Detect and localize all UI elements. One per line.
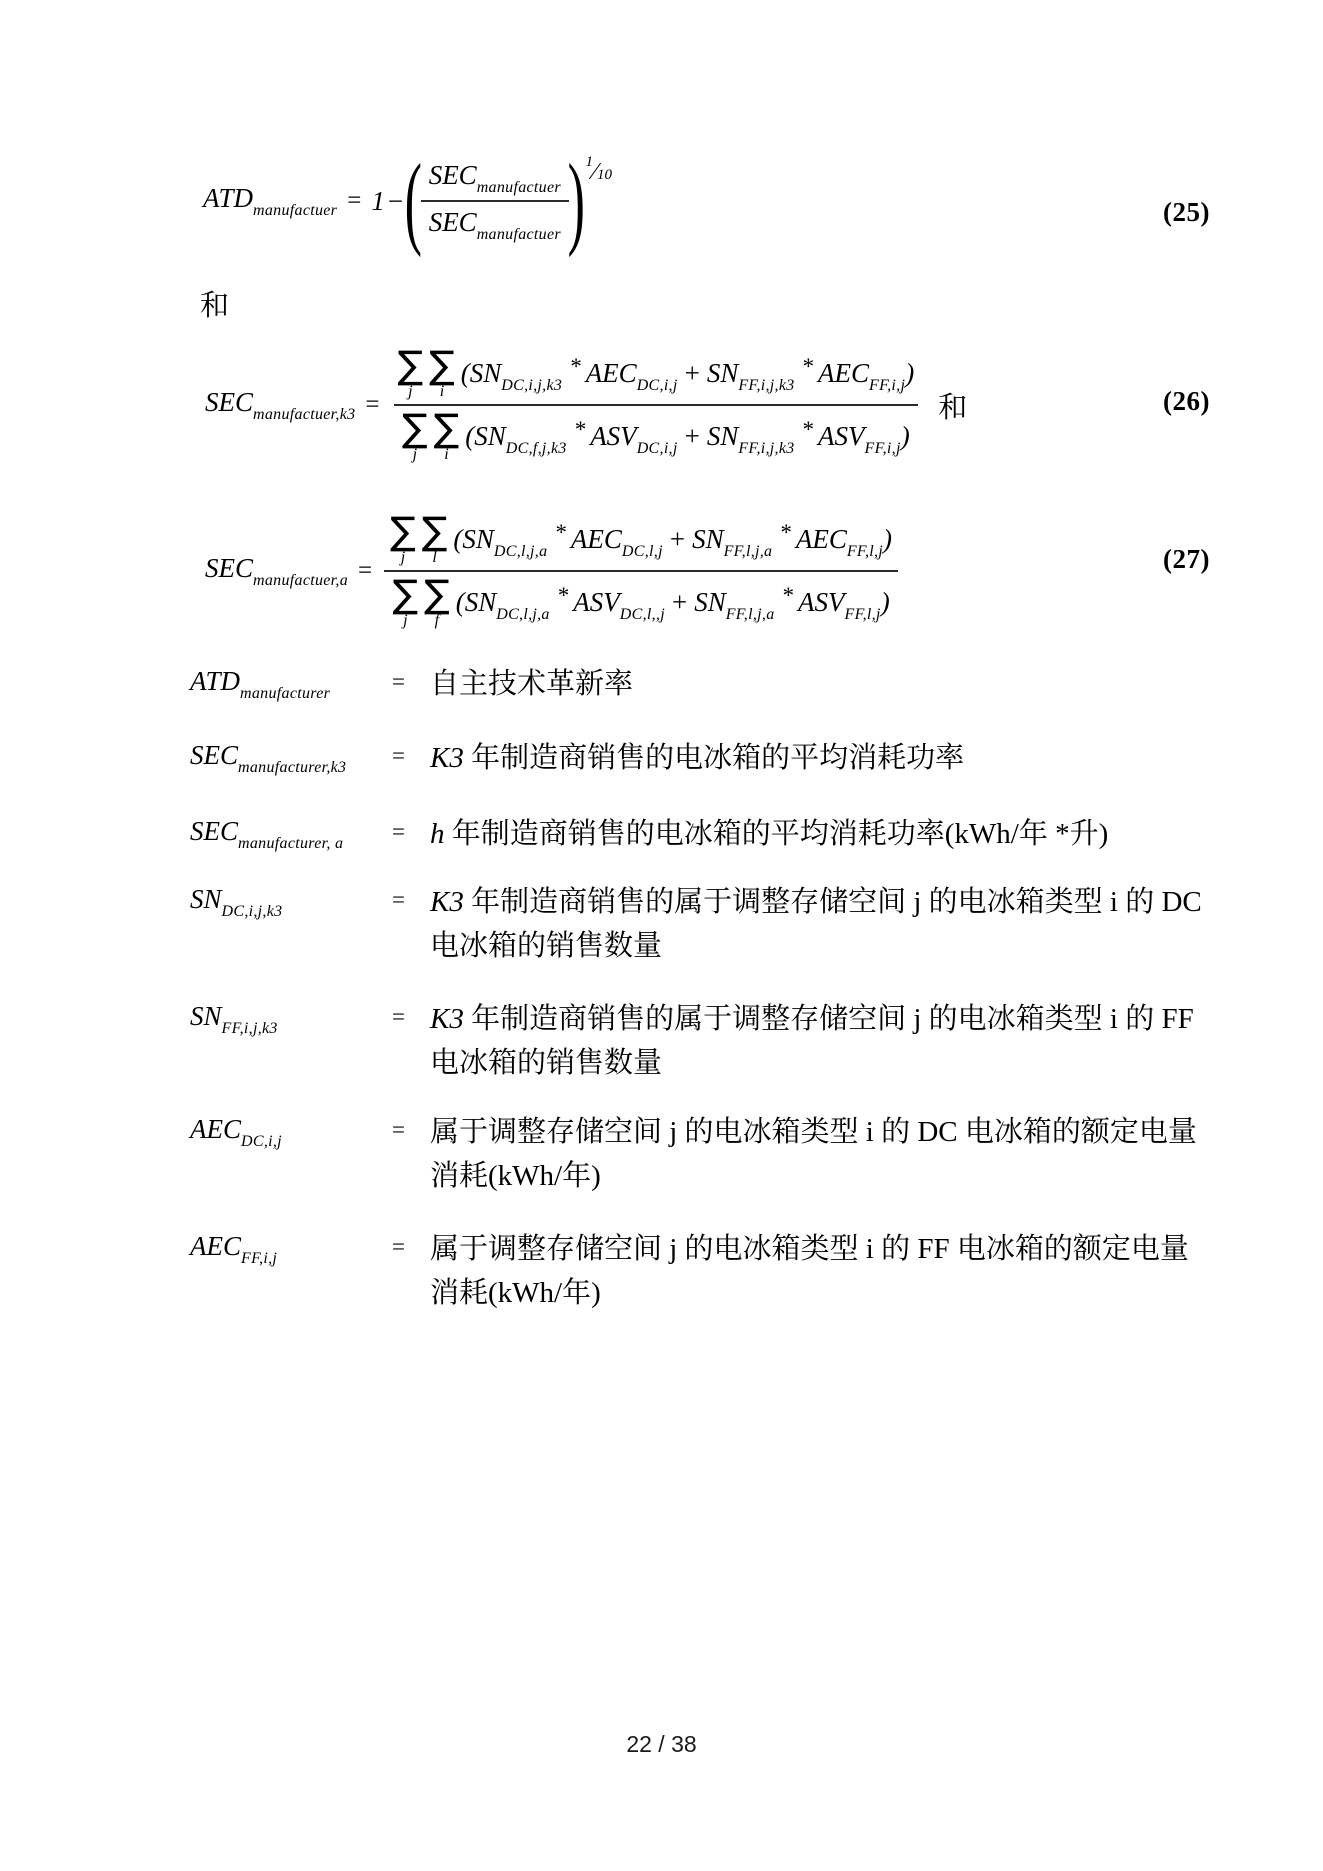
equals-sign: =	[358, 557, 373, 585]
eq26-lhs: $SEC_{manufactuer,k3}$	[205, 387, 356, 424]
equals-sign: =	[365, 391, 380, 419]
eq27-fraction	[382, 509, 900, 629]
definition-term: $ATD_{manufacturer}$	[190, 666, 331, 702]
definition-term: $AEC_{FF,i,j}$	[190, 1231, 278, 1267]
sum-symbol: ∑ j	[390, 509, 416, 566]
definition-description: 属于调整存储空间 j 的电冰箱类型 i 的 FF 电冰箱的额定电量 消耗(kWh/年)	[430, 1233, 1189, 1309]
sum-symbol: ∑ i	[433, 405, 460, 463]
equals-sign: =	[392, 819, 405, 844]
definition-term: $SN_{DC,i,j,k3}$	[190, 884, 283, 920]
definition-row-aec-ff	[190, 1231, 1220, 1309]
equation-26	[205, 343, 968, 463]
and-connector: 和	[938, 391, 968, 424]
equals-sign: =	[392, 887, 405, 912]
eq27-numerator-terms: ($SN_{DC,l,j,a}*$ $AEC_{DC,l,j} + SN_{FF,l,j,a}*$ $AEC_{FF,l,j}$)	[453, 519, 893, 560]
eq27-lhs: $SEC_{manufactuer,a}$	[205, 553, 349, 590]
equals-sign: =	[392, 1234, 405, 1259]
equation-number-25: (25)	[1163, 197, 1210, 227]
definition-description: K3 年制造商销售的电冰箱的平均消耗功率	[430, 742, 965, 774]
sum-symbol: ∑ f	[424, 571, 450, 629]
equals-sign: =	[392, 669, 405, 694]
equals-sign: =	[347, 187, 362, 215]
equals-sign: =	[392, 1004, 405, 1029]
eq26-numerator	[390, 343, 923, 404]
eq26-numerator-terms: ($SN_{DC,i,j,k3}*$ $AEC_{DC,i,j} + SN_{FF,i,j,k3}*$ $AEC_{FF,i,j}$)	[460, 353, 915, 394]
definition-row-sec-a	[190, 816, 1220, 852]
definition-row-atd	[190, 666, 1220, 702]
definition-term: $AEC_{DC,i,j}$	[190, 1114, 282, 1150]
eq25-numerator: $SEC_{manufactuer}$	[428, 159, 561, 196]
definition-description: K3 年制造商销售的属于调整存储空间 j 的电冰箱类型 i 的 DC 电冰箱的销售数量	[430, 886, 1202, 962]
definition-row-sec-k3	[190, 740, 1220, 776]
and-connector: 和	[200, 290, 230, 322]
definition-row-aec-dc	[190, 1114, 1220, 1192]
open-paren: (	[404, 143, 423, 258]
eq26-denominator-terms: ($SN_{DC,f,j,k3}*$ $ASV_{DC,i,j} + SN_{FF,i,j,k3}*$ $ASV_{FF,i,j}$)	[465, 416, 910, 457]
definition-description: h 年制造商销售的电冰箱的平均消耗功率(kWh/年 *升)	[430, 818, 1109, 850]
eq26-denominator	[394, 404, 918, 463]
sum-symbol: ∑ j	[392, 571, 419, 629]
eq27-denominator	[384, 570, 897, 629]
close-paren: )	[567, 143, 585, 258]
equation-number-27: (27)	[1163, 544, 1210, 574]
definition-term: $SEC_{manufacturer, a}$	[190, 816, 344, 852]
sum-symbol: ∑ i	[429, 343, 455, 400]
sum-symbol: ∑ j	[397, 343, 424, 400]
equation-number-26: (26)	[1163, 386, 1210, 416]
equals-sign: =	[392, 1117, 405, 1142]
definition-description: 属于调整存储空间 j 的电冰箱类型 i 的 DC 电冰箱的额定电量 消耗(kWh/年)	[430, 1116, 1197, 1192]
eq25-exponent: 1⁄10	[585, 154, 613, 185]
page-number: 22 / 38	[626, 1731, 697, 1757]
eq25-one-minus: 1 −	[371, 185, 404, 216]
eq25-lhs: $ATD_{manufactuer}$	[203, 183, 338, 220]
equation-25	[203, 143, 613, 258]
sum-symbol: ∑ j	[402, 405, 428, 463]
definition-row-sn-dc	[190, 884, 1220, 962]
definition-description: 自主技术革新率	[430, 668, 634, 700]
eq26-fraction	[390, 343, 923, 463]
equation-27	[205, 509, 900, 629]
eq25-fraction	[421, 160, 569, 243]
definition-description: K3 年制造商销售的属于调整存储空间 j 的电冰箱类型 i 的 FF 电冰箱的销售数量	[430, 1003, 1194, 1079]
eq27-denominator-terms: ($SN_{DC,l,j,a}*$ $ASV_{DC,l,,j} + SN_{FF,l,j,a}*$ $ASV_{FF,l,j}$)	[455, 582, 890, 623]
eq25-denominator: $SEC_{manufactuer}$	[421, 200, 569, 243]
definition-term: $SEC_{manufacturer,k3}$	[190, 740, 347, 776]
eq27-numerator	[382, 509, 900, 570]
equals-sign: =	[392, 743, 405, 768]
definition-term: $SN_{FF,i,j,k3}$	[190, 1001, 278, 1037]
sum-symbol: ∑ l	[421, 509, 448, 566]
definition-row-sn-ff	[190, 1001, 1220, 1079]
